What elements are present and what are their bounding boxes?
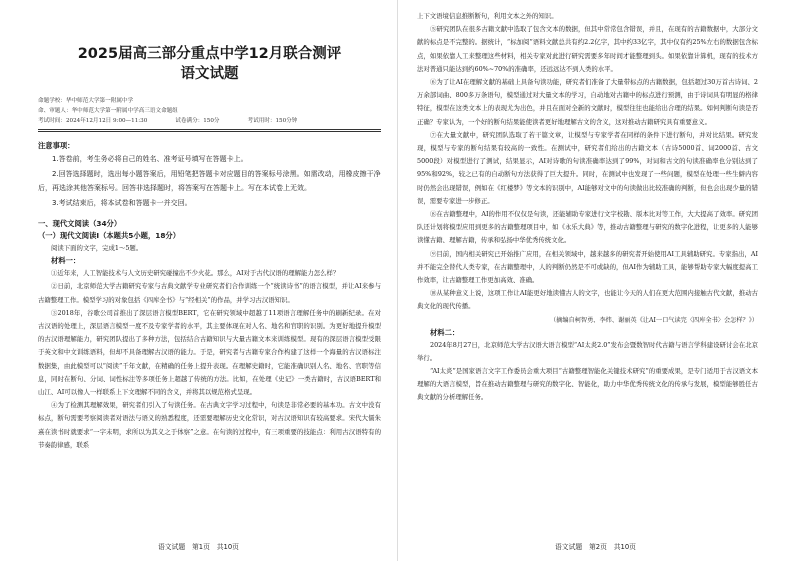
- note-item: 3.考试结束后，将本试卷和答题卡一并交回。: [52, 198, 192, 207]
- material1-label: 材料一：: [51, 256, 81, 266]
- paragraph: ③2018年，谷歌公司首推出了深层语言模型BERT，它在研究领域中超越了11项语言理解任务中的刷新纪录。在对古汉语的处理上，深层语言模型一度不及专家学者的水平，其主要体现在对人名、地名和官职的识别。为更好地提升模型的古汉语理解能力，研究团队提出了多种方法，包括结合古籍知识与大量古籍文本来训练模型。现有的深层语言模型受限于英文和中文训练语料，但却不具备理解古汉语的能力。于是，研究者与古籍专家合作构建了这样一个海量的古汉语标注数据集，由此模型可以“阅读”千年文献，在精确的任务上提升表现。在理解史籍时，它能准确识别人名、地名、官职等信息，同时在断句、分词、词性标注等多项任务上超越了传统的方法。比如，在处理《史记》一类古籍时，古汉语BERT和山江、AI可以像人一样联系上下文理解不同的含义，并将其以规范格式呈现。: [38, 308, 381, 397]
- paragraph: ④为了检测其理解效果，研究者们引入了句读任务。在古典文字学习过程中，句读是非常必要的基本功。古文中没有标点，断句需要考察阅读者对语法与语义的熟悉程度，还需要理解历史文化常识，对古汉语知识有较高要求。宋代大儒朱熹在读书时就要求“一字未明，求所以为其义之于体察”之意。在句读的过程中，有三项重要的技能点：利用古汉语特有的节奏韵律感，联系: [38, 401, 381, 449]
- page-footer: 语文试题 第2页 共10页: [555, 543, 636, 551]
- paragraph: ①近年来，人工智能技术与人文历史研究碰撞出不少火花。那么，AI对于古代汉语的理解能力怎么样？: [51, 269, 340, 278]
- header-rule-top: [38, 129, 381, 130]
- paragraph: ⑧在古籍整理中，AI的作用不仅仅是句读，还能辅助专家进行文字校勘、版本比对等工作，大大提高了效率。研究团队还计划将模型应用到更多的古籍整理项目中，如《永乐大典》等，推动古籍整理与研究的数字化进程，让更多的人能够读懂古籍、理解古籍，传承和弘扬中华优秀传统文化。: [417, 210, 758, 245]
- notes-heading: 注意事项：: [38, 141, 75, 150]
- section-heading: 一、现代文阅读（34分）: [38, 219, 122, 228]
- header-rule-bottom: [38, 131, 381, 132]
- meta-exam-time: 考试时间：2024年12月12日 9:00—11:30: [38, 118, 148, 124]
- instruction: 阅读下面的文字，完成1～5题。: [51, 244, 143, 252]
- paragraph: ⑨目前，国内相关研究已开始推广应用，在相关领域中，越来越多的研究者开始使用AI工具辅助研究。专家指出，AI并不能完全替代人类专家，在古籍整理中，人的判断仍然是不可或缺的，但AI作为辅助工具，能够帮助专家大幅度提高工作效率，让古籍整理工作更加高效、准确。: [417, 249, 758, 285]
- note-item: 1.答卷前，考生务必将自己的姓名、准考证号填写在答题卡上。: [52, 155, 248, 163]
- paragraph: 上下文语境信息推断断句，利用文本之外的知识。: [417, 12, 558, 20]
- paragraph: ②日前，北京师范大学古籍研究专家与古典文献学专业研究者们合作训练一个“统读诗书”的语言模型，并让AI来参与古籍整理工作。模型学习的对象包括《四库全书》与“经相关”的作品，并学习古汉语知识。: [38, 282, 381, 304]
- material2-label: 材料二：: [430, 327, 460, 337]
- meta-duration: 考试用时：150分钟: [247, 118, 298, 124]
- paragraph: ⑥为了让AI在理解文献的基础上具备句读功能，研究者们准备了大量带标点的古籍数据，包括超过30万首古诗词、2万余部词曲、800多万条语句，模型通过对大量文本的学习，自动地对古籍中的标点进行预测，由于诗词具有明显的格律特征，模型在这类文本上的表现尤为出色，并且在面对全新的文献时，模型往往也能给出合理的结果。如何判断句读是否正确？专家认为，一个好的断句结果能使读者更好地理解古文的含义，这对推动古籍研究具有重要意义。: [417, 78, 758, 126]
- page-footer: 语文试题 第1页 共10页: [158, 543, 239, 551]
- sub-section-heading: （一）现代文阅读Ⅰ（本题共5小题，18分）: [38, 231, 180, 240]
- note-item: 2.回答选择题时，选出每小题答案后，用铅笔把答题卡对应题目的答案标号涂黑。如需改动，用橡皮擦干净后，再选涂其他答案标号。回答非选择题时，将答案写在答题卡上。写在本试卷上无效。: [38, 169, 381, 192]
- paragraph: 2024年8月27日，北京师范大学古汉语大语言模型“AI太炎2.0”发布会暨数智时代古籍与语言学科建设研讨会在北京举行。: [417, 340, 758, 362]
- meta-time-row: [38, 116, 381, 126]
- paragraph: ⑦在大量文献中，研究团队选取了若干篇文章，让模型与专家学者在同样的条件下进行断句，并对比结果。研究发现，模型与专家的断句结果有较高的一致性。在测试中，研究者们给出的古籍文本（古诗5000首、词2000首、古文5000段）对模型进行了测试，结果显示，AI对诗歌的句读准确率达到了99%，对词和古文的句读准确率也分别达到了95%和92%，较之已有的自动断句方法获得了巨大提升。同时，在测试中也发现了一些问题，模型在处理一些生僻内容时仍然会出现错误，例如在《红楼梦》等文本的识别中，AI能够对文中的句读做出比较准确的判断，但也会出现少量的错误，需要专家进一步修正。: [417, 130, 758, 205]
- meta-authors: 命、审题人：华中师范大学第一附属中学高三语文命题组: [38, 108, 178, 114]
- meta-school: 命题学校：华中师范大学第一附属中学: [38, 98, 134, 104]
- paragraph: ⑩从某种意义上说，这项工作让AI能更好地读懂古人的文字，也能让今天的人们在更大范围内接触古代文献，推动古典文化的现代传播。: [417, 289, 758, 311]
- meta-full-score: 试卷满分：150分: [175, 118, 220, 124]
- source-citation: （摘编自柯智勇、李炜、谢丽英《让AI一口气读完〈四库全书〉会怎样？》）: [550, 316, 758, 324]
- page-2: [397, 0, 794, 561]
- paragraph: “AI太炎”是国家语言文字工作委员会重大项目“古籍整理智能化关键技术研究”的重要成果，是专门适用于古汉语文本理解的大语言模型，旨在推动古籍整理与研究的数字化、智能化，助力中华优秀传统文化的传承与发展，模型能够胜任古典文献的分析理解任务。: [417, 367, 758, 402]
- paragraph: ⑤研究团队在很多古籍文献中选取了包含文本的数据，但其中常常包含错误，并且，在现有的古籍数据中，大部分文献的标点是不完整的。据统计，“标加阅”语料文献总共有约2.2亿字，其中约33亿字，其中仅有约25%左右的数据包含标点，如果依靠人工来整理这些材料，相关专家对此进行研究需要多年时间才能整理到头。如果依靠计算机，现有的技术方法对普通只能达到约60%~70%的准确率，还远远达不到人类的水平。: [417, 25, 758, 73]
- exam-subtitle: 语文试题: [180, 66, 239, 82]
- exam-title: 2025届高三部分重点中学12月联合测评: [77, 46, 342, 62]
